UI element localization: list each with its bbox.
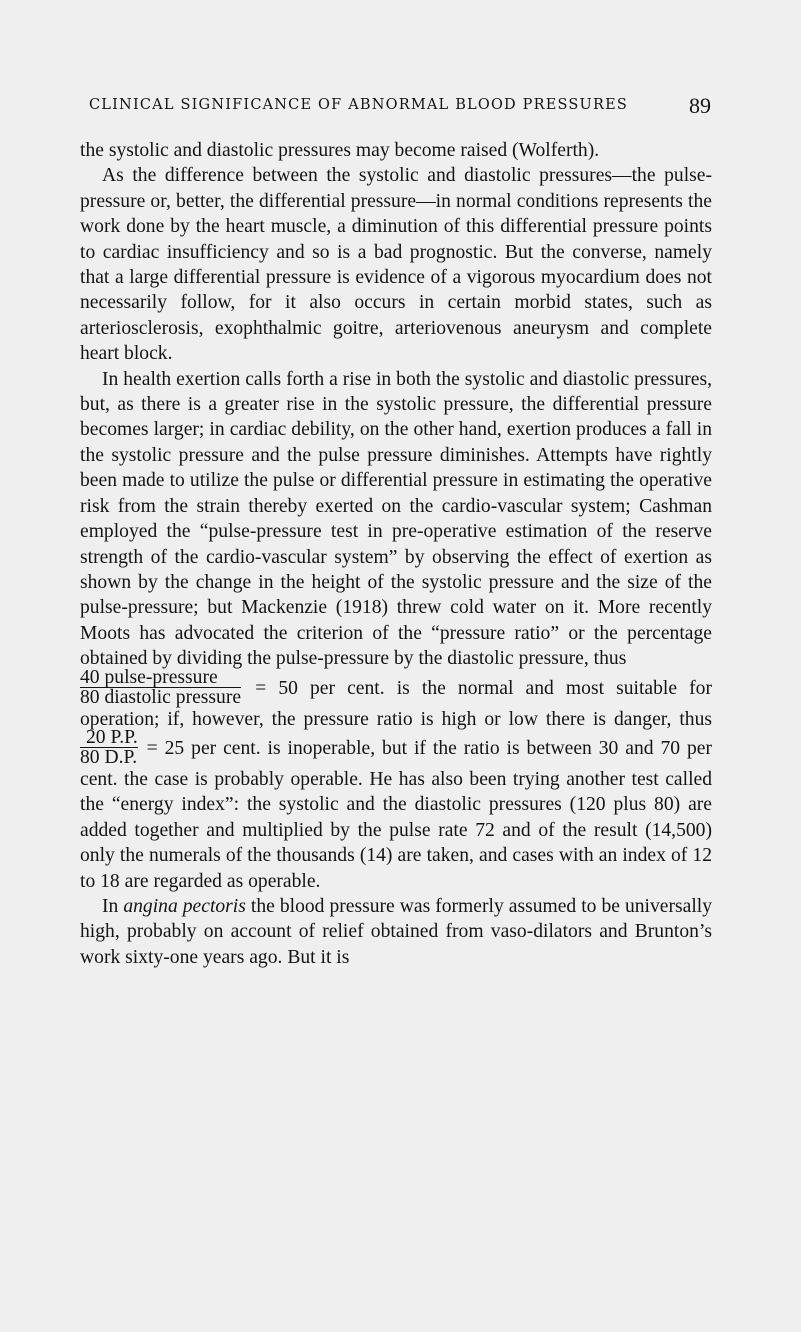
paragraph-continuation xyxy=(80,138,712,163)
page-number: 89 xyxy=(689,93,711,118)
page-header xyxy=(89,95,709,121)
paragraph-exertion xyxy=(80,367,712,894)
fraction-pressure-ratio xyxy=(80,668,241,707)
fraction-numerator: 20 P.P. xyxy=(86,726,138,748)
paragraph-text: In health exertion calls forth a rise in both the systolic and diastolic pressures, but, as there is a greater rise in the systolic pressure, the differential pressure becomes larger; in cardiac debility, on the other hand, exertion produces a fall in the systolic pressure and the pulse pressure diminishes. Attempts have rightly been made to utilize the pulse or differential pressure in estimating the operative risk from the strain thereby exerted on the cardio-vascular system; Cashman employed the “pulse-pressure test in pre-operative estimation of the reserve strength of the cardio-vascular system” by observing the effect of exertion as shown by the change in the height of the systolic pressure and the size of the pulse-pressure; but Mackenzie (1918) threw cold water on it. More recently Moots has advocated the criterion of the “pressure ratio” or the percentage obtained by dividing the pulse-pressure by the diastolic pressure, thus xyxy=(80,368,712,670)
paragraph-text: As the difference between the systolic and diastolic pressures—the pulse-pressure or, better, the differential pressure—in normal conditions represents the work done by the heart muscle, a diminution of this differential pressure points to cardiac insufficiency and so is a bad prognostic. But the converse, namely that a large differential pressure is evidence of a vigorous myocardium does not necessarily follow, for it also occurs in certain morbid states, such as arteriosclerosis, exophthalmic goitre, arteriovenous aneurysm and complete heart block. xyxy=(80,165,712,365)
fraction-danger-ratio xyxy=(80,728,138,767)
italic-term: angina pectoris xyxy=(123,895,246,917)
paragraph-text: In xyxy=(102,895,119,917)
paragraph-angina xyxy=(80,894,712,970)
paragraph-text: = 50 per cent. is the normal and most suitable for operation; if, however, the pressure ratio is high or low there is danger, thus xyxy=(80,677,712,730)
fraction-numerator: 40 pulse-pressure xyxy=(80,666,218,688)
fraction-denominator: 80 diastolic pressure xyxy=(80,686,242,708)
paragraph-text: the systolic and diastolic pressures may become raised (Wolferth). xyxy=(80,140,600,161)
paragraph-text: = 25 per cent. is inoperable, but if the ratio is between 30 and 70 per cent. the case is probably operable. He has also been trying another test called the “energy index”: the systolic and the diastolic pressures (120 plus 80) are added together and multiplied by the pulse rate 72 and of the result (14,500) only the numerals of the thousands (14) are taken, and cases with an index of 12 to 18 are regarded as operable. xyxy=(80,737,712,892)
fraction-denominator: 80 D.P. xyxy=(80,746,138,768)
running-head: CLINICAL SIGNIFICANCE OF ABNORMAL BLOOD PRESSURES xyxy=(89,97,629,113)
paragraph-text: the blood pressure was formerly assumed to be universally high, probably on account of relief obtained from vaso-dilators and Brunton’s work sixty-one years ago. But it is xyxy=(80,895,713,968)
paragraph-pulse-pressure xyxy=(80,163,712,366)
body-text xyxy=(80,138,712,970)
